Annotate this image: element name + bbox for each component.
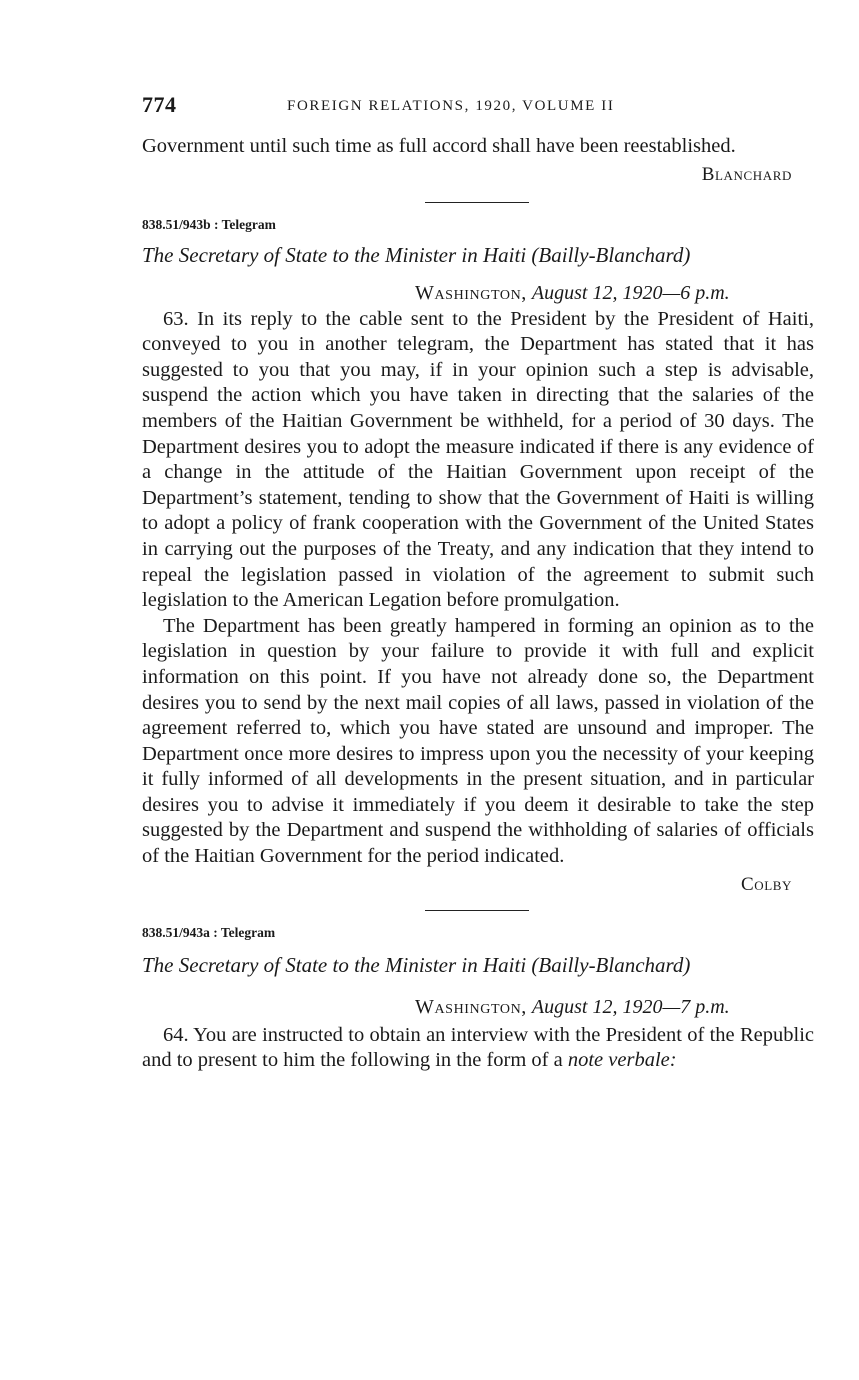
heading-addressee: (Bailly-Blanchard) (531, 242, 691, 267)
document-heading (142, 243, 814, 268)
heading-addressee: (Bailly-Blanchard) (531, 952, 691, 977)
body-paragraph: The Department has been greatly hampered in forming an opinion as to the legislation in question by your failure to provide it with full and explicit information on this point. If you have not already done so, the Department desires you to send by the next mail copies of all laws, passed in violation of the agreement referred to, which you have stated are unsound and improper. The Department once more desires to impress upon you the necessity of your keeping it fully informed of all developments in the present situation, and in particular desires you to advise it immediately if you deem it desirable to take the step suggested by the Department and suspend the withholding of salaries of officials of the Haitian Government for the period indicated. (142, 614, 814, 868)
running-head (142, 90, 814, 124)
dateline (142, 282, 814, 305)
dateline-time: August 12, 1920—7 p.m. (531, 995, 730, 1018)
document-page (142, 90, 814, 1074)
signature-colby: Colby (740, 873, 792, 895)
signature-blanchard: Blanchard (701, 163, 792, 185)
body-paragraph: 63. In its reply to the cable sent to the President by the President of Haiti, conveyed to you in another telegram, the Department has stated that it has suggested to you that you may, if in your opinion such a step is advisable, suspend the action which you have taken in directing that the salaries of the members of the Haitian Government be withheld, for a period of 30 days. The Department desires you to adopt the measure indicated if there is any evidence of a change in the attitude of the Haitian Government upon receipt of the Department’s statement, tending to show that the Government of Haiti is willing to adopt a policy of frank cooperation with the Government of the United States in carrying out the purposes of the Treaty, and any indication that they intend to repeal the legislation passed in violation of the agreement to submit such legislation to the American Legation before promulgation. (142, 307, 814, 612)
heading-title: The Secretary of State to the Minister in Haiti (142, 952, 527, 977)
note-verbale: note verbale: (567, 1049, 677, 1072)
running-title: FOREIGN RELATIONS, 1920, VOLUME II (287, 98, 615, 114)
dateline (142, 996, 814, 1019)
section-divider (425, 910, 529, 911)
body-paragraph (142, 1023, 814, 1074)
file-reference: 838.51/943b : Telegram (142, 216, 276, 232)
dateline-time: August 12, 1920—6 p.m. (531, 281, 730, 304)
file-reference: 838.51/943a : Telegram (142, 924, 276, 940)
dateline-place: Washington, (415, 995, 527, 1018)
dateline-place: Washington, (415, 281, 527, 304)
paragraph-text: 64. You are instructed to obtain an interview with the President of the Republic and to present to him the following in the form of a (142, 1023, 814, 1072)
document-heading (142, 953, 814, 978)
heading-title: The Secretary of State to the Minister in Haiti (142, 242, 527, 267)
continuation-paragraph: Government until such time as full accord shall have been reestablished. (142, 135, 736, 157)
section-divider (425, 202, 529, 203)
page-number: 774 (142, 92, 177, 117)
